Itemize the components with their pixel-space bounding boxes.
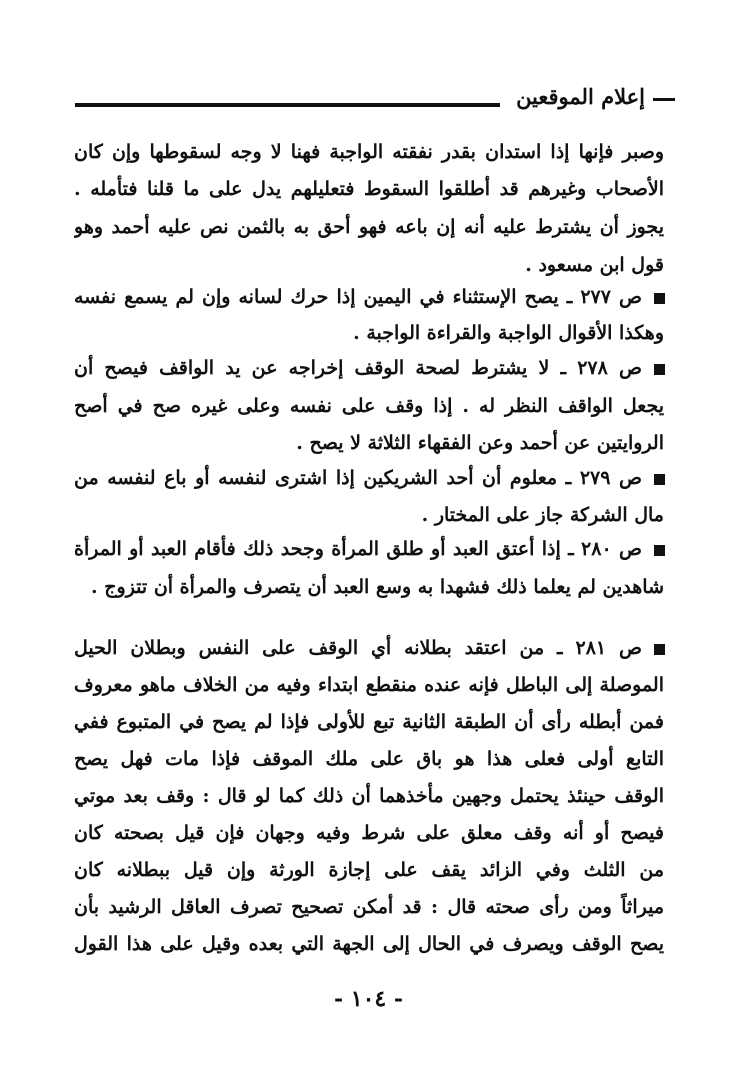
entry-line: ص ٢٧٧ ـ يصح الإستثناء في اليمين إذا حرك لسانه وإن لم يسمع نفسه (74, 286, 642, 308)
entry-line: مال الشركة جاز على المختار . (421, 504, 664, 526)
entry-line: التابع أولى فعلى هذا هو باق على ملك الموقف فإذا مات فهل يصح (74, 748, 664, 770)
entry-bullet (654, 644, 665, 655)
entry-line: الموصلة إلى الباطل فإنه عنده منقطع ابتداء وفيه من الخلاف ماهو معروف (74, 674, 664, 696)
intro-line: قول ابن مسعود . (525, 254, 664, 276)
entry-line: ص ٢٧٨ ـ لا يشترط لصحة الوقف إخراجه عن يد الواقف فيصح أن (74, 357, 642, 379)
intro-line: وصبر فإنها إذا استدان بقدر نفقته الواجبة فهنا لا وجه لسقوطها وإن كان (74, 141, 664, 163)
entry-line: يجعل الواقف النظر له . إذا وقف على نفسه وعلى غيره صح في أصح (74, 395, 664, 417)
entry-line: فيصح أو أنه وقف معلق على شرط وفيه وجهان فإن قيل بصحته كان (74, 822, 664, 844)
intro-line: الأصحاب وغيرهم قد أطلقوا السقوط فتعليلهم يدل على ما قلنا فتأمله . (74, 178, 664, 200)
entry-line: ص ٢٧٩ ـ معلوم أن أحد الشريكين إذا اشترى لنفسه أو باع لنفسه من (74, 467, 642, 489)
entry-line: ص ٢٨١ ـ من اعتقد بطلانه أي الوقف على النفس وبطلان الحيل (74, 637, 642, 659)
entry-line: شاهدين لم يعلما ذلك فشهدا به وسع العبد أن يتصرف والمرأة أن تتزوج . (91, 576, 664, 598)
entry-line: ميراثاً ومن رأى صحته قال : قد أمكن تصحيح تصرف العاقل الرشيد بأن (74, 896, 664, 918)
entry-bullet (654, 293, 665, 304)
running-header-title: إعلام الموقعين (516, 84, 645, 109)
entry-line: وهكذا الأقوال الواجبة والقراءة الواجبة . (353, 322, 664, 344)
entry-line: الروايتين عن أحمد وعن الفقهاء الثلاثة لا يصح . (296, 432, 664, 454)
entry-line: ص ٢٨٠ ـ إذا أعتق العبد أو طلق المرأة وجحد ذلك فأقام العبد أو المرأة (74, 538, 642, 560)
entry-bullet (654, 364, 665, 375)
header-dash (653, 98, 675, 101)
page-number: - ١٠٤ - (333, 986, 404, 1012)
entry-bullet (654, 545, 665, 556)
entry-bullet (654, 474, 665, 485)
header-rule (75, 103, 500, 107)
entry-line: الوقف حينئذ يحتمل وجهين مأخذهما أن ذلك كما لو قال : وقف بعد موتي (74, 785, 664, 807)
entry-line: من الثلث وفي الزائد يقف على إجازة الورثة وإن قيل ببطلانه كان (74, 859, 664, 881)
intro-line: يجوز أن يشترط عليه أنه إن باعه فهو أحق به بالثمن نص عليه أحمد وهو (74, 216, 664, 238)
entry-line: فمن أبطله رأى أن الطبقة الثانية تبع للأولى فإذا لم يصح في المتبوع ففي (74, 711, 664, 733)
entry-line: يصح الوقف ويصرف في الحال إلى الجهة التي بعده وقيل على هذا القول (74, 933, 664, 955)
